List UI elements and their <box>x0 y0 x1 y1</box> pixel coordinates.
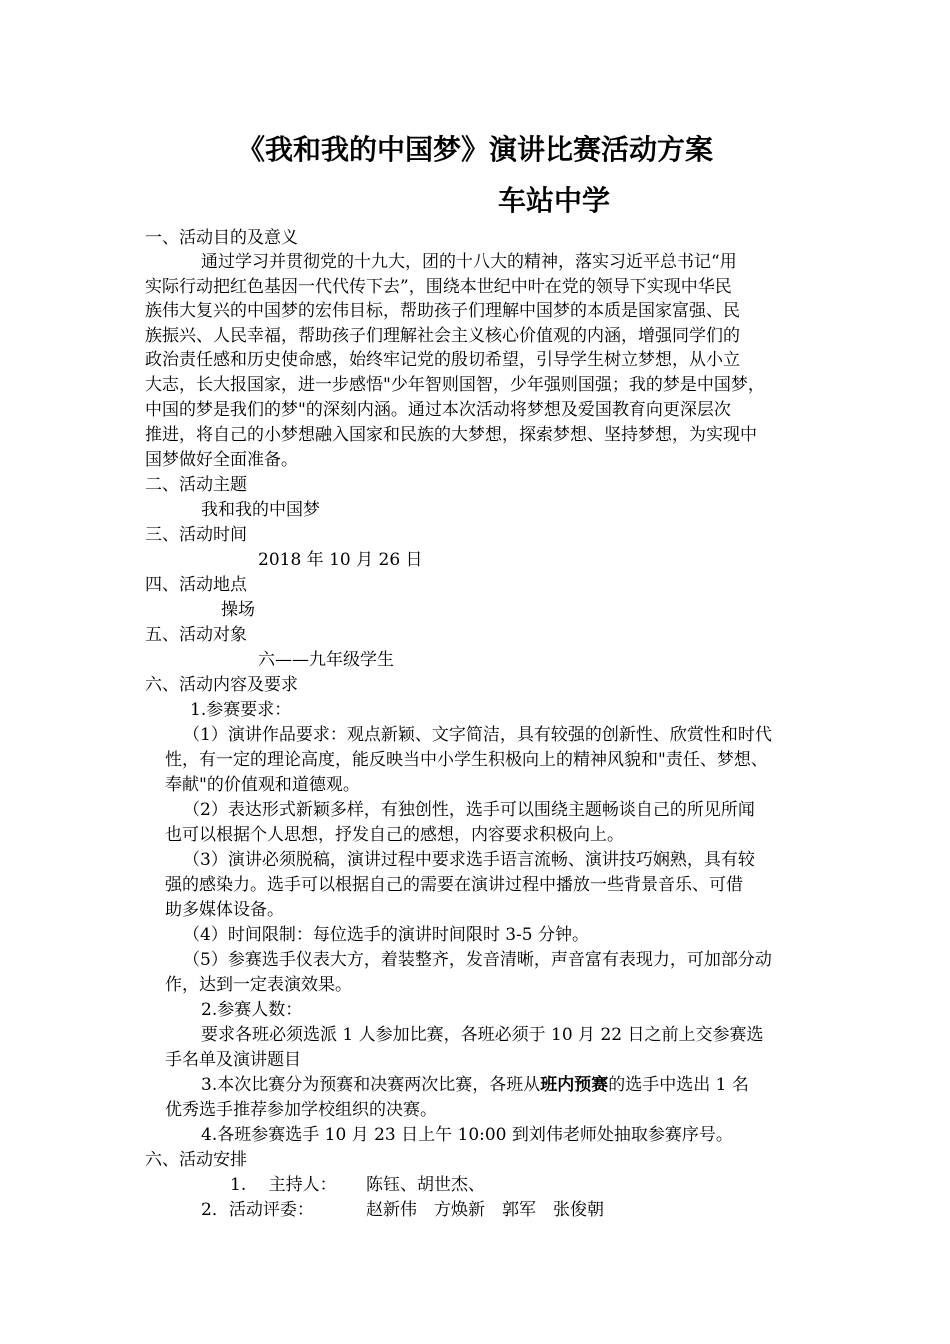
paragraph-line: 中国的梦是我们的梦"的深刻内涵。通过本次活动将梦想及爱国教育向更深层次 <box>145 400 731 420</box>
text-segment: 的选手中选出 1 名 <box>608 1075 749 1095</box>
section-2-heading: 二、活动主题 <box>145 475 247 495</box>
paragraph-line <box>201 1073 749 1097</box>
paragraph-line: 作，达到一定表演效果。 <box>165 975 352 995</box>
document-title: 《我和我的中国梦》演讲比赛活动方案 <box>236 133 713 166</box>
paragraph-line: 推进，将自己的小梦想融入国家和民族的大梦想，探索梦想、坚持梦想，为实现中 <box>145 425 757 445</box>
paragraph-line: 族伟大复兴的中国梦的宏伟目标，帮助孩子们理解中国梦的本质是国家富强、民 <box>145 301 740 321</box>
paragraph-line: （1）演讲作品要求：观点新颖、文字简洁，具有较强的创新性、欣赏性和时代 <box>183 725 772 745</box>
host-label: 1. 主持人： <box>230 1175 337 1195</box>
paragraph-line: （4）时间限制：每位选手的演讲时间限时 3-5 分钟。 <box>183 925 589 945</box>
paragraph-line: 通过学习并贯彻党的十九大，团的十八大的精神，落实习近平总书记“用 <box>201 252 737 272</box>
activity-participants: 六——九年级学生 <box>258 650 394 670</box>
paragraph-line: 大志，长大报国家，进一步感悟"少年智则国智，少年强则国强；我的梦是中国梦， <box>145 375 765 395</box>
paragraph-line: 助多媒体设备。 <box>165 900 284 920</box>
judges-value: 赵新伟 方焕新 郭军 张俊朝 <box>366 1200 604 1220</box>
paragraph-line: 性，有一定的理论高度，能反映当中小学生积极向上的精神风貌和"责任、梦想、 <box>165 750 768 770</box>
school-name: 车站中学 <box>498 184 611 217</box>
paragraph-line: 4.各班参赛选手 10 月 23 日上午 10:00 到刘伟老师处抽取参赛序号。 <box>201 1125 733 1145</box>
paragraph-line: 政治责任感和历史使命感，始终牢记党的殷切希望，引导学生树立梦想，从小立 <box>145 350 740 370</box>
host-value: 陈钰、胡世杰、 <box>366 1175 485 1195</box>
paragraph-line: （3）演讲必须脱稿，演讲过程中要求选手语言流畅、演讲技巧娴熟，具有较 <box>183 850 755 870</box>
paragraph-line: 手名单及演讲题目 <box>165 1050 301 1070</box>
paragraph-line: （2）表达形式新颖多样，有独创性，选手可以围绕主题畅谈自己的所见所闻 <box>183 800 755 820</box>
emphasis-text: 班内预赛 <box>540 1075 609 1095</box>
paragraph-line: 族振兴、人民幸福，帮助孩子们理解社会主义核心价值观的内涵，增强同学们的 <box>145 326 740 346</box>
judges-label: 2．活动评委： <box>201 1200 314 1220</box>
paragraph-line: 奉献"的价值观和道德观。 <box>165 775 360 795</box>
paragraph-line: 强的感染力。选手可以根据自己的需要在演讲过程中播放一些背景音乐、可借 <box>165 875 743 895</box>
section-1-heading: 一、活动目的及意义 <box>145 228 298 248</box>
paragraph-line: 国梦做好全面准备。 <box>145 450 298 470</box>
paragraph-line: 也可以根据个人思想，抒发自己的感想，内容要求积极向上。 <box>165 825 624 845</box>
requirements-title: 1.参赛要求： <box>190 700 292 720</box>
section-3-heading: 三、活动时间 <box>145 525 247 545</box>
section-6-heading: 六、活动内容及要求 <box>145 675 298 695</box>
paragraph-line: 要求各班必须选派 1 人参加比赛，各班必须于 10 月 22 日之前上交参赛选 <box>201 1025 764 1045</box>
participants-count-title: 2.参赛人数： <box>201 1000 303 1020</box>
paragraph-line: 优秀选手推荐参加学校组织的决赛。 <box>165 1100 437 1120</box>
paragraph-line: 实际行动把红色基因一代代传下去”，围绕本世纪中叶在党的领导下实现中华民 <box>145 277 732 297</box>
activity-theme: 我和我的中国梦 <box>201 500 320 520</box>
activity-date: 2018 年 10 月 26 日 <box>258 550 423 570</box>
section-7-heading: 六、活动安排 <box>145 1150 247 1170</box>
section-4-heading: 四、活动地点 <box>145 575 247 595</box>
section-5-heading: 五、活动对象 <box>145 625 247 645</box>
text-segment: 3.本次比赛分为预赛和决赛两次比赛，各班从 <box>201 1075 541 1095</box>
paragraph-line: （5）参赛选手仪表大方，着装整齐，发音清晰，声音富有表现力，可加部分动 <box>183 950 772 970</box>
activity-location: 操场 <box>221 600 255 620</box>
